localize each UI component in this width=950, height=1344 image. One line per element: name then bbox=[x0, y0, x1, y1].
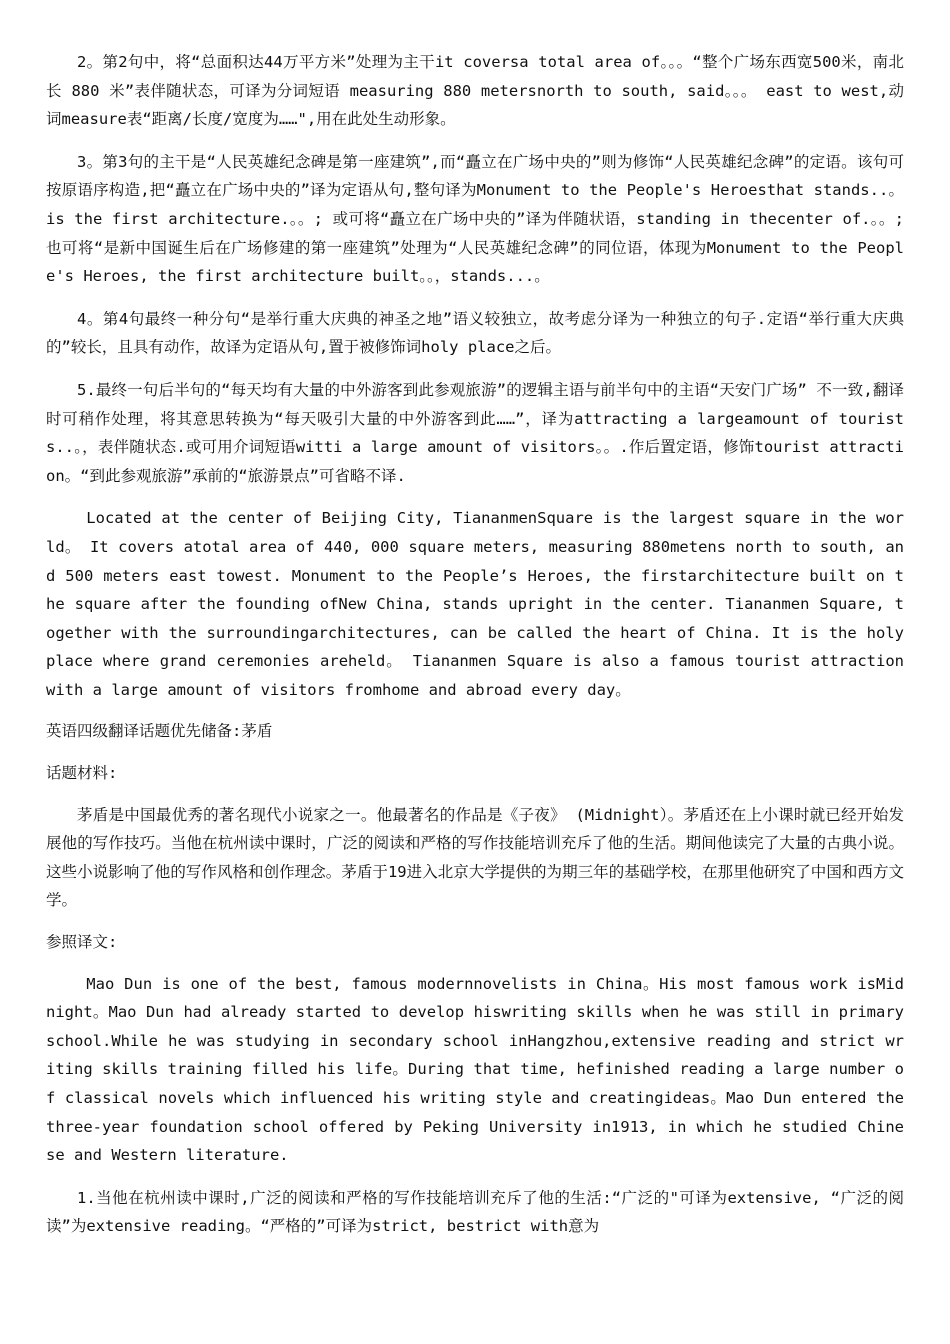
note-paragraph-4: 4。第4句最终一种分句“是举行重大庆典的神圣之地”语义较独立，故考虑分译为一种独立的句子.定语“举行重大庆典的”较长，且具有动作，故译为定语从句,置于被修饰词holy place之后。 bbox=[46, 309, 904, 357]
note-paragraph-2: 2。第2句中，将“总面积达44万平方米”处理为主干it coversa total area of。。。“整个广场东西宽500米，南北长 880 米”表伴随状态，可译为分词短语 measuring 880 metersnorth to south, said。。。 east to west,动词measure表“距离/长度/宽度为……",用在此处生动形象。 bbox=[46, 53, 904, 129]
document-page bbox=[46, 48, 904, 1241]
note-paragraph-5: 5.最终一句后半句的“每天均有大量的中外游客到此参观旅游”的逻辑主语与前半句中的主语“天安门广场” 不一致,翻译时可稍作处理，将其意思转换为“每天吸引大量的中外游客到此……”，译为attracting a largeamount of tourists..。，表伴随状态.或可用介词短语witti a large amount of visitors。。.作后置定语，修饰tourist attraction。“到此参观旅游”承前的“旅游景点”可省略不译. bbox=[46, 380, 904, 485]
section-heading-mao-dun: 英语四级翻译话题优先储备:茅盾 bbox=[46, 722, 273, 741]
translation-paragraph-tiananmen: Located at the center of Beijing City, TiananmenSquare is the largest square in the world。 It covers atotal area of 440, 000 square meters, measuring 880metens north to south, and 500 meters east towest. Monument to the People’s Heroes, the firstarchitecture built on the square after the founding ofNew China, stands upright in the center. Tiananmen Square, together with the surroundingarchitectures, can be called the heart of China. It is the holy place where grand ceremonies areheld。 Tiananmen Square is also a famous tourist attraction with a large amount of visitors fromhome and abroad every day。 bbox=[46, 509, 904, 699]
reference-translation-heading: 参照译文: bbox=[46, 933, 118, 952]
note-paragraph-1-mao-dun: 1.当他在杭州读中课时,广泛的阅读和严格的写作技能培训充斥了他的生活:“广泛的"可译为extensive, “广泛的阅读”为extensive reading。“严格的”可译为strict, bestrict with意为 bbox=[46, 1188, 904, 1236]
topic-material-heading: 话题材料: bbox=[46, 764, 118, 783]
note-paragraph-3: 3。第3句的主干是“人民英雄纪念碑是第一座建筑”,而“矗立在广场中央的”则为修饰“人民英雄纪念碑”的定语。该句可按原语序构造,把“矗立在广场中央的”译为定语从句,整句译为Monument to the People's Heroesthat stands..。 is the first architecture.。。; 或可将“矗立在广场中央的”译为伴随状语，standing in thecenter of.。。;也可将“是新中国诞生后在广场修建的第一座建筑”处理为“人民英雄纪念碑”的同位语，体现为Monument to the People's Heroes, the first architecture built。。，stands...。 bbox=[46, 152, 904, 286]
translation-paragraph-mao-dun: Mao Dun is one of the best, famous modernnovelists in China。His most famous work isMidnight。Mao Dun had already started to develop hiswriting skills when he was still in primaryschool.While he was studying in secondary school inHangzhou,extensive reading and strict writing skills training filled his life。During that time, hefinished reading a large number of classical novels which influenced his writing style and creatingideas。Mao Dun entered the three-year foundation school offered by Peking University in1913, in which he studied Chinese and Western literature. bbox=[46, 974, 904, 1165]
source-paragraph-mao-dun: 茅盾是中国最优秀的著名现代小说家之一。他最著名的作品是《子夜》 (Midnight）。茅盾还在上小课时就已经开始发展他的写作技巧。当他在杭州读中课时，广泛的阅读和严格的写作技能培训充斥了他的生活。期间他读完了大量的古典小说。这些小说影响了他的写作风格和创作理念。茅盾于19进入北京大学提供的为期三年的基础学校，在那里他研究了中国和西方文学。 bbox=[46, 805, 904, 910]
